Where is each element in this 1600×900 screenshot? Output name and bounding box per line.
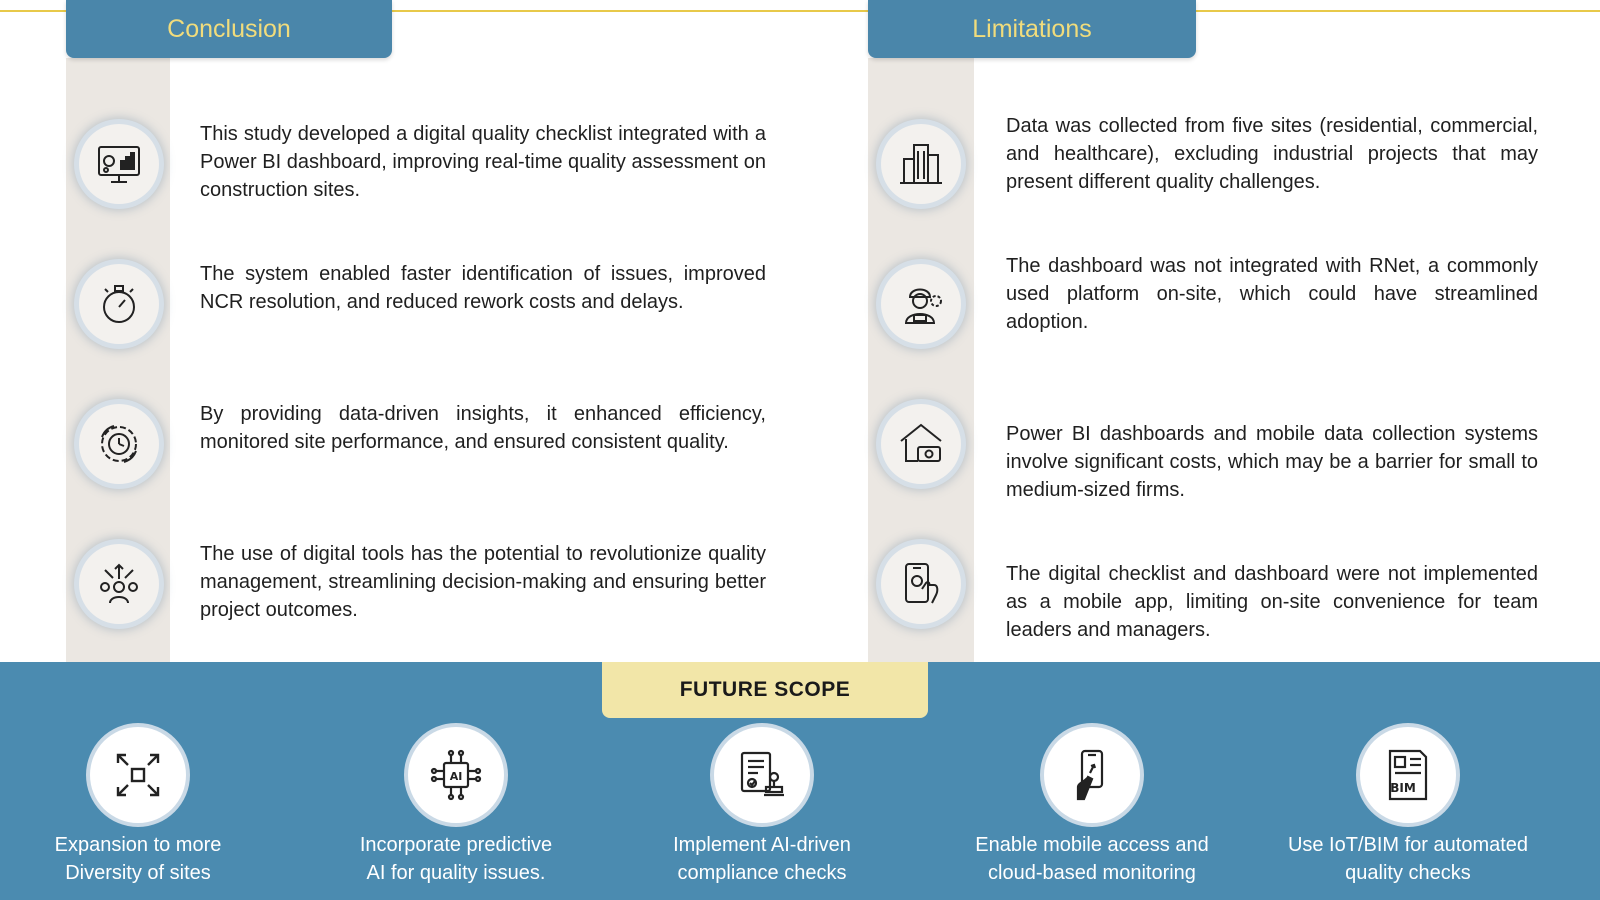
future-scope-item-4: [942, 727, 1242, 887]
team-decision-icon: [79, 544, 159, 624]
limitations-header: [868, 0, 1196, 58]
top-divider-left: [392, 10, 868, 12]
limitations-text-3: Power BI dashboards and mobile data collection systems involve significant costs, which may be a barrier for small to medium-sized firms.: [1006, 423, 1538, 501]
limitations-text-4: The digital checklist and dashboard were not implemented as a mobile app, limiting on-site convenience for team leaders and managers.: [1006, 563, 1538, 641]
limitations-title: Limitations: [972, 14, 1092, 43]
worker-gear-icon: [881, 264, 961, 344]
future-scope-header: [602, 662, 928, 718]
conclusion-header: [66, 0, 392, 58]
future-scope-item-1: [0, 727, 288, 887]
buildings-icon: [881, 124, 961, 204]
future-scope-item-3: [612, 727, 912, 887]
svg-text:AI: AI: [449, 770, 463, 783]
future-scope-label-2: Incorporate predictive AI for quality issues.: [359, 834, 553, 884]
future-scope-label-1: Expansion to more Diversity of sites: [54, 834, 222, 884]
top-divider-right: [1196, 10, 1600, 12]
house-money-icon: [881, 404, 961, 484]
limitations-text-1: Data was collected from five sites (residential, commercial, and healthcare), excluding industrial projects that may present different quality challenges.: [1006, 115, 1538, 193]
analytics-monitor-icon: [79, 124, 159, 204]
expand-arrows-icon: [90, 727, 186, 823]
document-stamp-icon: [714, 727, 810, 823]
ai-chip-icon: [408, 727, 504, 823]
limitations-text-2: The dashboard was not integrated with RNet, a commonly used platform on-site, which could have streamlined adoption.: [1006, 255, 1538, 333]
conclusion-text-2: The system enabled faster identification of issues, improved NCR resolution, and reduced rework costs and delays.: [200, 263, 766, 313]
phone-hand-icon: [1044, 727, 1140, 823]
conclusion-text-3: By providing data-driven insights, it enhanced efficiency, monitored site performance, and ensured consistent quality.: [200, 403, 766, 453]
future-scope-item-2: [306, 727, 606, 887]
mobile-touch-icon: [881, 544, 961, 624]
gear-clock-icon: [79, 404, 159, 484]
future-scope-item-5: [1258, 727, 1558, 887]
conclusion-text-1: This study developed a digital quality checklist integrated with a Power BI dashboard, improving real-time quality assessment on construction sites.: [200, 123, 766, 201]
conclusion-title: Conclusion: [167, 14, 291, 43]
future-scope-title: FUTURE SCOPE: [679, 678, 851, 701]
conclusion-text-4: The use of digital tools has the potential to revolutionize quality management, streamlining decision-making and ensuring better project outcomes.: [200, 543, 766, 621]
future-scope-label-5: Use IoT/BIM for automated quality checks: [1287, 834, 1529, 884]
svg-text:BIM: BIM: [1390, 781, 1416, 795]
future-scope-label-4: Enable mobile access and cloud-based monitoring: [975, 834, 1209, 884]
bim-document-icon: [1360, 727, 1456, 823]
future-scope-label-3: Implement AI-driven compliance checks: [673, 834, 851, 884]
top-divider-left-edge: [0, 10, 66, 12]
stopwatch-icon: [79, 264, 159, 344]
